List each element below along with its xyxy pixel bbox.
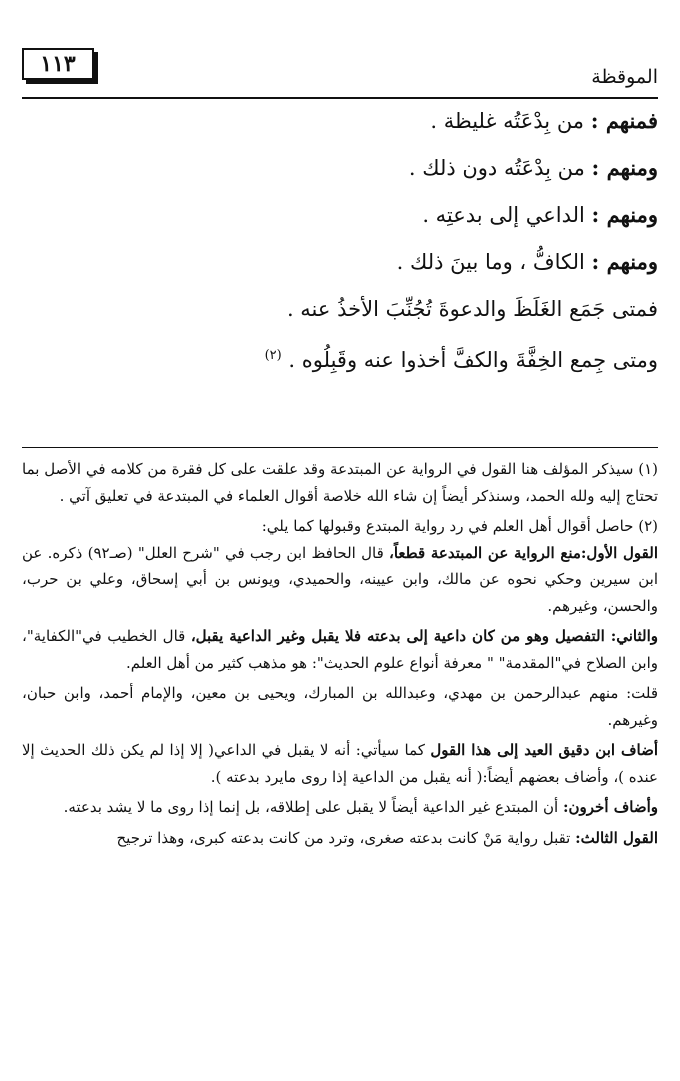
opinion-2 xyxy=(22,623,658,676)
opinion-2-heading: التفصيل وهو من كان داعية إلى بدعته فلا يقبل وغير الداعية يقبل، xyxy=(190,627,611,645)
main-text xyxy=(22,108,658,390)
addition-1-heading: أضاف ابن دقيق العيد إلى هذا القول xyxy=(430,741,658,759)
header-divider xyxy=(22,97,658,99)
footnote-1: (١) سيذكر المؤلف هنا القول في الرواية عن المبتدعة وقد علقت على كل فقرة من كلامه في الأصل بما تحتاج إليه ولله الحمد، وسنذكر أيضاً إن شاء الله خلاصة أقوال العلماء في المبتدعة في تعليق آتي . xyxy=(22,460,658,505)
line-text: من بِدْعَتُه غليظة . xyxy=(430,109,591,133)
opinion-2-label: والثاني: xyxy=(610,627,658,645)
opinion-3 xyxy=(22,825,658,852)
page-number xyxy=(22,48,94,80)
line-text: ومتى جِمع الخِفَّةَ والكفَّ أخذوا عنه وقَبِلُوه . xyxy=(288,348,658,372)
line-text: الداعي إلى بدعتِه . xyxy=(422,203,592,227)
line-lead: ومنهم : xyxy=(591,249,658,274)
main-line xyxy=(22,343,658,390)
opinion-3-text: تقبل رواية مَنْ كانت بدعته صغرى، وترد من كانت بدعته كبرى، وهذا ترجيح xyxy=(116,828,576,847)
author-note: قلت: منهم عبدالرحمن بن مهدي، وعبدالله بن المبارك، ويحيى بن معين، والإمام أحمد، وابن حبان، وغيرهم. xyxy=(22,684,658,729)
addition-2-heading: وأضاف أخرون: xyxy=(562,798,658,816)
addition-1-text: كما سيأتي: أنه لا يقبل في الداعي( إلا إذا لم يكن ذلك الحديث إلا عنده )، وأضاف بعضهم أيضاً:( أنه يقبل من الداعية إذا روى مايرد بدعته ). xyxy=(22,741,658,786)
main-line xyxy=(22,108,658,155)
footnote-divider xyxy=(22,447,658,448)
line-text: الكافُّ ، وما بينَ ذلك . xyxy=(396,250,592,274)
addition-2-text: أن المبتدع غير الداعية أيضاً لا يقبل على إطلاقه، بل إنما إذا روى ما لا يشد بدعته. xyxy=(63,798,563,816)
main-line xyxy=(22,155,658,202)
addition-2 xyxy=(22,794,658,821)
addition-1 xyxy=(22,737,658,790)
opinion-1-text: قال الحافظ ابن رجب في "شرح العلل" (صـ٩٢) ذكره. عن ابن سيرين وحكي نحوه عن مالك، وابن عيينه، والحميدي، ويونس بن أبي إسحاق، وعلي بن حرب، والحسن، وغيرهم. xyxy=(22,543,658,615)
main-line xyxy=(22,249,658,296)
line-lead: فمنهم : xyxy=(590,108,658,133)
line-text: من بِدْعَتُه دون ذلك . xyxy=(408,156,592,180)
opinion-1-heading: منع الرواية عن المبتدعة قطعاً، xyxy=(389,543,581,562)
line-lead: ومنهم : xyxy=(591,155,658,180)
opinion-2-text: قال الخطيب في"الكفاية"، وابن الصلاح في"المقدمة" " معرفة أنواع علوم الحديث": هو مذهب كثير من أهل العلم. xyxy=(22,627,658,672)
page-number-text: ١١٣ xyxy=(40,51,76,77)
footnotes xyxy=(22,456,658,851)
main-line xyxy=(22,296,658,343)
opinion-3-label: القول الثالث: xyxy=(575,828,658,847)
line-lead: ومنهم : xyxy=(591,202,658,227)
line-text: فمتى جَمَع الغَلَظَ والدعوةَ تُجُنِّبَ الأخذُ عنه . xyxy=(286,297,658,321)
main-line xyxy=(22,202,658,249)
footnote-marker: (٢) xyxy=(264,348,282,363)
opinion-1 xyxy=(22,540,658,620)
opinion-1-label: القول الأول: xyxy=(580,543,658,562)
footnote-2-intro: (٢) حاصل أقوال أهل العلم في رد رواية المبتدع وقبولها كما يلي: xyxy=(261,517,658,535)
running-head: الموقظة xyxy=(591,66,658,88)
